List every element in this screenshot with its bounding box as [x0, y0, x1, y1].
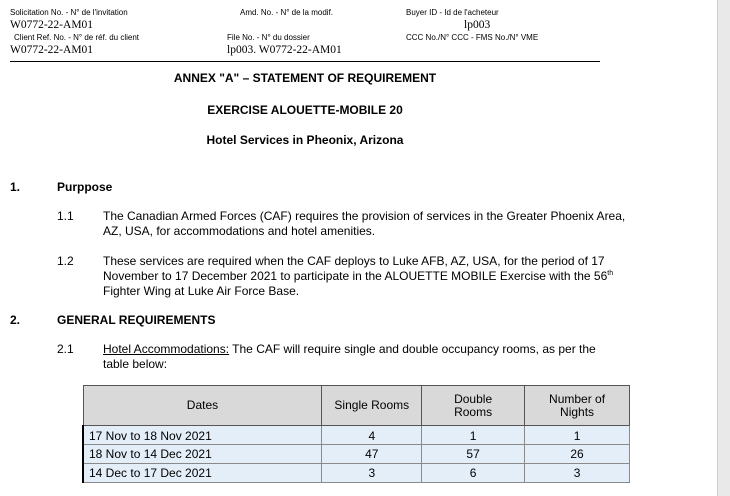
solicitation-label: Solicitation No. - N° de l'invitation [10, 8, 128, 17]
para-1-2-text-a: These services are required when the CAF deploys to Luke AFB, AZ, USA, for the period of 17 November to 17 December 2021 to participate in the ALOUETTE MOBILE Exercise with the 56 [103, 254, 608, 283]
dates-cell: 17 Nov to 18 Nov 2021 [83, 426, 322, 445]
table-row [83, 445, 630, 464]
para-2-1-lead: Hotel Accommodations: [103, 342, 230, 356]
section-2-title: GENERAL REQUIREMENTS [57, 313, 216, 327]
para-1-1-text: The Canadian Armed Forces (CAF) requires the provision of services in the Greater Phoenix Area, AZ, USA, for accommodations and hotel amenities. [103, 209, 626, 238]
nights-cell: 1 [525, 426, 630, 445]
double-rooms-cell: 57 [422, 445, 525, 464]
solicitation-value: W0772-22-AM01 [10, 19, 94, 31]
section-2-number: 2. [10, 313, 21, 327]
single-rooms-cell: 47 [322, 445, 422, 464]
single-rooms-cell: 3 [322, 464, 422, 483]
nights-cell: 3 [525, 464, 630, 483]
dates-cell: 14 Dec to 17 Dec 2021 [83, 464, 322, 483]
ordinal-suffix: th [607, 270, 614, 277]
viewer-scrollbar[interactable] [717, 0, 730, 496]
file-number-value: lp003. W0772-22-AM01 [227, 44, 342, 56]
header-dates: Dates [83, 386, 322, 426]
table-header-row [83, 386, 630, 426]
annex-title: ANNEX "A" – STATEMENT OF REQUIREMENT [173, 71, 437, 85]
client-ref-value: W0772-22-AM01 [10, 44, 94, 56]
header-double-rooms: Double Rooms [422, 386, 525, 426]
nights-cell: 26 [525, 445, 630, 464]
ccc-number-label: CCC No./N° CCC - FMS No./N° VME [406, 33, 539, 42]
buyer-id-label: Buyer ID - Id de l'acheteur [406, 8, 499, 17]
exercise-title: EXERCISE ALOUETTE-MOBILE 20 [207, 103, 403, 117]
table-row [83, 464, 630, 483]
table-row [83, 426, 630, 445]
double-rooms-cell: 6 [422, 464, 525, 483]
document-subtitle: Hotel Services in Pheonix, Arizona [206, 133, 404, 147]
single-rooms-cell: 4 [322, 426, 422, 445]
para-2-1-text [103, 342, 603, 372]
amendment-label: Amd. No. - N° de la modif. [240, 8, 334, 17]
header-divider [10, 61, 600, 62]
header-number-of-nights: Number of Nights [525, 386, 630, 426]
para-2-1-number: 2.1 [57, 342, 74, 356]
double-rooms-cell: 1 [422, 426, 525, 445]
header-single-rooms: Single Rooms [322, 386, 422, 426]
para-2-1-body: The CAF will require single and double occupancy rooms, as per the table below: [103, 342, 596, 371]
client-ref-label: Client Ref. No. - N° de réf. du client [14, 33, 140, 42]
dates-cell: 18 Nov to 14 Dec 2021 [83, 445, 322, 464]
section-1-number: 1. [10, 180, 21, 194]
para-1-2-number: 1.2 [57, 254, 74, 268]
buyer-id-value: lp003 [464, 19, 491, 31]
section-1-title: Purppose [57, 180, 113, 194]
para-1-1-number: 1.1 [57, 209, 74, 223]
para-1-2-text-b: Fighter Wing at Luke Air Force Base. [103, 284, 300, 298]
file-number-label: File No. - N° du dossier [227, 33, 310, 42]
room-requirements-table [82, 385, 630, 483]
para-1-2-text [103, 254, 643, 299]
